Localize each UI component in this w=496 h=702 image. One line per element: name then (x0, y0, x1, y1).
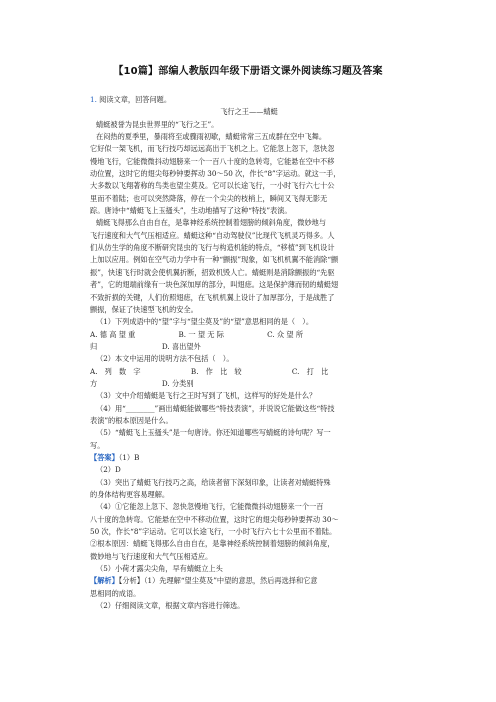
answer-tag: 【答案】 (90, 452, 119, 462)
text-lines (90, 119, 408, 613)
text-line: （5）“蜻蜓飞上玉搔头”是一句唐诗。你还知道哪些写蜻蜓的诗句呢？写一 (96, 428, 331, 438)
text-line: 慢地飞行，它能微微抖动翅膀来一个一百八十度的急转弯，它能悬在空中不移 (90, 156, 335, 166)
text-line: （4）用“________”画出蜻蜓能做哪些“特技表演”，并说说它能做这些“特技 (96, 403, 335, 413)
text-line: 踪。唐诗中“蜻蜓飞上玉搔头”，生动地描写了这种“特技”表演。 (90, 206, 292, 216)
article-title: 飞行之王——蜻蜓 (220, 107, 278, 117)
text-line: 大多数以飞翔著称的鸟类也望尘莫及。它可以长途飞行，一小时飞行六七十公 (90, 181, 335, 191)
text-line: 50 次，作长“8”字运动。它可以长途飞行，一小时飞行六七十公里而不着陆。 (90, 527, 337, 537)
text-line: （2）D (96, 465, 121, 475)
text-line: 不致折损的关键，人们仿照翅痣，在飞机机翼上设计了加厚部分，于是战胜了 (90, 292, 335, 302)
text-line: 里而不着陆；也可以突然降落，停在一个尖尖的枝梢上，瞬间又飞得无影无 (90, 193, 328, 203)
question-number: 1. (90, 95, 97, 104)
text-line: 者”，它的翅端前缘有一块色深加厚的部分，叫翅痣。这是保护薄而韧的蜻蜓翅 (90, 280, 339, 290)
text-line: 思相同的成语。 (90, 588, 141, 598)
text-line: 在闷热的夏季里，暴雨将至或骤雨初歇，蜻蜓常常三五成群在空中飞舞。 (96, 132, 327, 142)
text-line: （3）突出了蜻蜓飞行技巧之高，给读者留下深刻印象，让读者对蜻蜓特殊 (96, 477, 331, 487)
question-instruction: 阅读文章，回答问题。 (99, 95, 172, 104)
text-line: （2）本文中运用的说明方法不包括（ ）。 (96, 354, 234, 364)
text-line: （3）文中介绍蜻蜓是飞行之王时写到了飞机，这样写的好处是什么？ (96, 391, 317, 401)
text-line: A. 德 高 望 重 B. 一 望 无 际 C. 众 望 所 (90, 329, 304, 339)
text-line: 八十度的急转弯。它能悬在空中不移动位置，这时它的翅尖每秒钟要挥动 30～ (90, 514, 339, 524)
page-title: 【10篇】部编人教版四年级下册语文课外阅读练习题及答案 (113, 66, 383, 77)
text-line: 动位置，这时它的翅尖每秒钟要挥动 30～50 次，作长“8”字运动。就这一手， (90, 169, 341, 179)
text-line: （1）下列成语中的“望”字与“望尘莫及”的“望”意思相同的是（ ）。 (96, 317, 314, 327)
text-line: A. 列 数 字 B. 作 比 较 C. 打 比 (90, 366, 329, 376)
question-header (90, 94, 408, 106)
text-line: 归 D. 喜出望外 (90, 341, 201, 351)
text-line: 的身体结构更容易理解。 (90, 490, 170, 499)
text-line: 微妙地与飞行速度和大气气压相适应。 (90, 551, 213, 561)
text-line: 颤振，保证了快速型飞机的安全。 (90, 304, 198, 314)
text-line: （2）仔细阅读文章，根据文章内容进行筛选。 (96, 601, 245, 611)
document-body (90, 94, 408, 612)
text-line: 写。 (90, 440, 105, 450)
text-line: 它好似一架飞机，而飞行技巧却远远高出于飞机之上。它能忽上忽下，忽快忽 (90, 144, 335, 154)
text-line: 蜻蜓飞得那么自由自在，是靠神经系统控制着翅膀的倾斜角度，微妙地与 (96, 218, 327, 228)
analysis-tag: 【解析】 (90, 576, 119, 586)
text-line: 上加以应用。例如在空气动力学中有一种“颤振”现象，如飞机机翼不能消除“颤 (90, 255, 339, 265)
text-line: 们从仿生学的角度不断研究昆虫的飞行与构造机能的特点，“移植”到飞机设计 (90, 243, 335, 253)
text-line: 【解析】【分析】（1）先理解“望尘莫及”中望的意思，然后再选择和它意 (90, 576, 318, 586)
text-line: （4）①它能忽上忽下、忽快忽慢地飞行，它能微微抖动翅膀来一个一百 (96, 502, 324, 512)
text-line: 方 D. 分类别 (90, 378, 194, 388)
text-line: 蜻蜓被誉为昆虫世界里的“飞行之王”。 (96, 119, 219, 129)
text-line: 飞行速度和大气气压相适应。蜻蜓这种“自动驾驶仪”比现代飞机灵巧得多。人 (90, 230, 335, 240)
text-line: ②根本原因：蜻蜓飞得那么自由自在，是靠神经系统控制着翅膀的倾斜角度， (90, 539, 335, 549)
text-line: 表演”的根本原因是什么。 (90, 415, 173, 425)
text-line: 振”，快速飞行时就会使机翼折断，招致机毁人亡。蜻蜓则是消除颤振的“先驱 (90, 267, 335, 277)
text-line: （5）小荷才露尖尖角，早有蜻蜓立上头 (96, 564, 223, 574)
text-line: 【答案】（1）B (90, 452, 140, 462)
